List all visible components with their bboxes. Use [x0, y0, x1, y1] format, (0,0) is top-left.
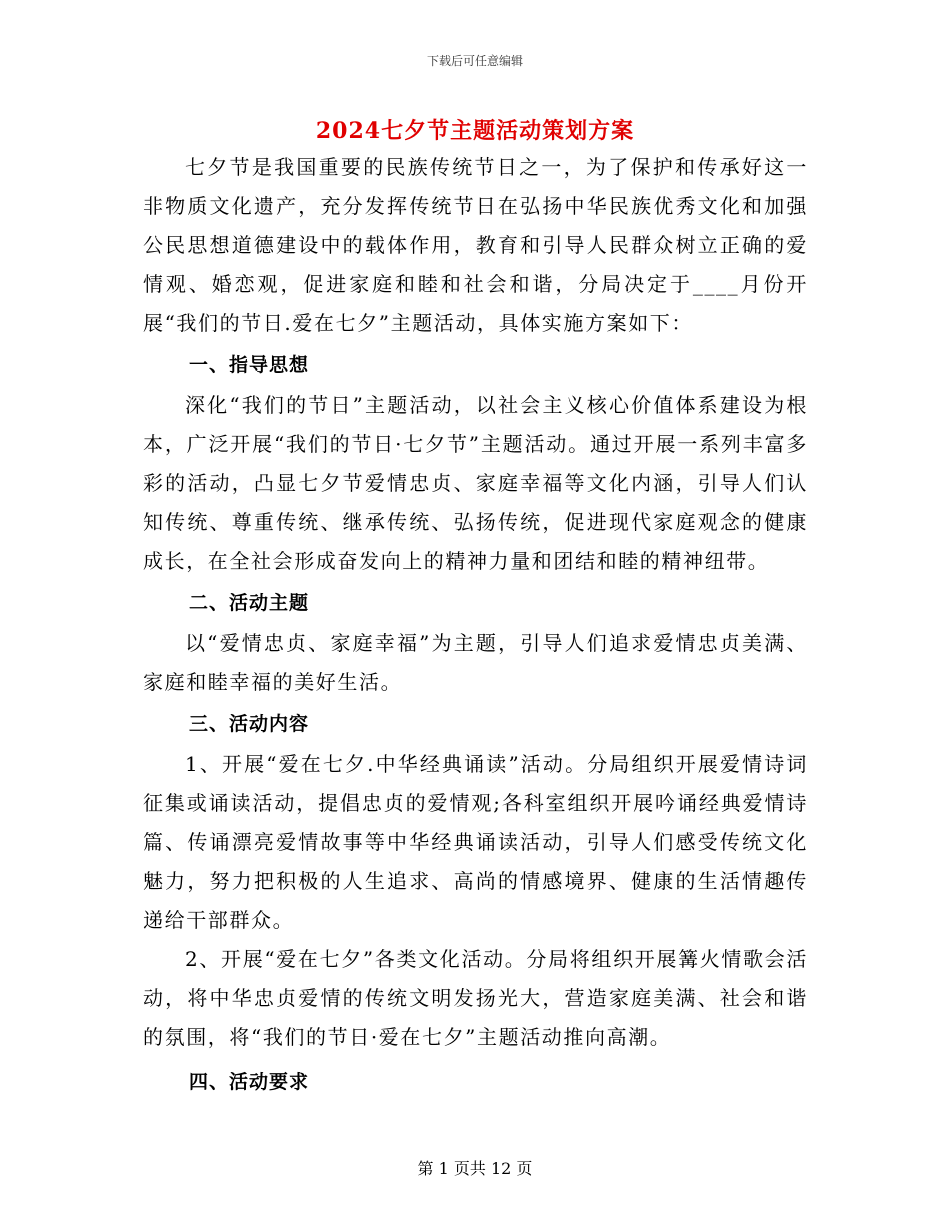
section-paragraph: 以“爱情忠贞、家庭幸福”为主题，引导人们追求爱情忠贞美满、家庭和睦幸福的美好生活。 [143, 631, 808, 694]
section-heading-activity-theme: 二、活动主题 [189, 592, 310, 614]
intro-paragraph: 七夕节是我国重要的民族传统节日之一，为了保护和传承好这一非物质文化遗产，充分发挥传统节日在弘扬中华民族优秀文化和加强公民思想道德建设中的载体作用，教育和引导人民群众树立正确的爱情观、婚恋观，促进家庭和睦和社会和谐，分局决定于____月份开展“我们的节日.爱在七夕”主题活动，具体实施方案如下： [143, 155, 808, 335]
section-heading-activity-requirements: 四、活动要求 [189, 1071, 310, 1093]
document-body [143, 148, 808, 1102]
section-paragraph: 2、开展“爱在七夕”各类文化活动。分局将组织开展篝火情歌会活动，将中华忠贞爱情的传统文明发扬光大，营造家庭美满、社会和谐的氛围，将“我们的节日·爱在七夕”主题活动推向高潮。 [143, 947, 808, 1049]
page-indicator: 第 1 页共 12 页 [417, 1159, 533, 1178]
section-heading-activity-content: 三、活动内容 [189, 713, 310, 735]
document-title: 2024七夕节主题活动策划方案 [315, 118, 635, 144]
section-paragraph: 深化“我们的节日”主题活动，以社会主义核心价值体系建设为根本，广泛开展“我们的节日·七夕节”主题活动。通过开展一系列丰富多彩的活动，凸显七夕节爱情忠贞、家庭幸福等文化内涵，引导人们认知传统、尊重传统、继承传统、弘扬传统，促进现代家庭观念的健康成长，在全社会形成奋发向上的精神力量和团结和睦的精神纽带。 [143, 393, 808, 573]
page-header-note: 下载后可任意编辑 [426, 54, 523, 68]
section-heading-guiding-ideology: 一、指导思想 [189, 354, 310, 376]
section-paragraph: 1、开展“爱在七夕.中华经典诵读”活动。分局组织开展爱情诗词征集或诵读活动，提倡忠贞的爱情观;各科室组织开展吟诵经典爱情诗篇、传诵漂亮爱情故事等中华经典诵读活动，引导人们感受传统文化魅力，努力把积极的人生追求、高尚的情感境界、健康的生活情趣传递给干部群众。 [143, 752, 808, 932]
